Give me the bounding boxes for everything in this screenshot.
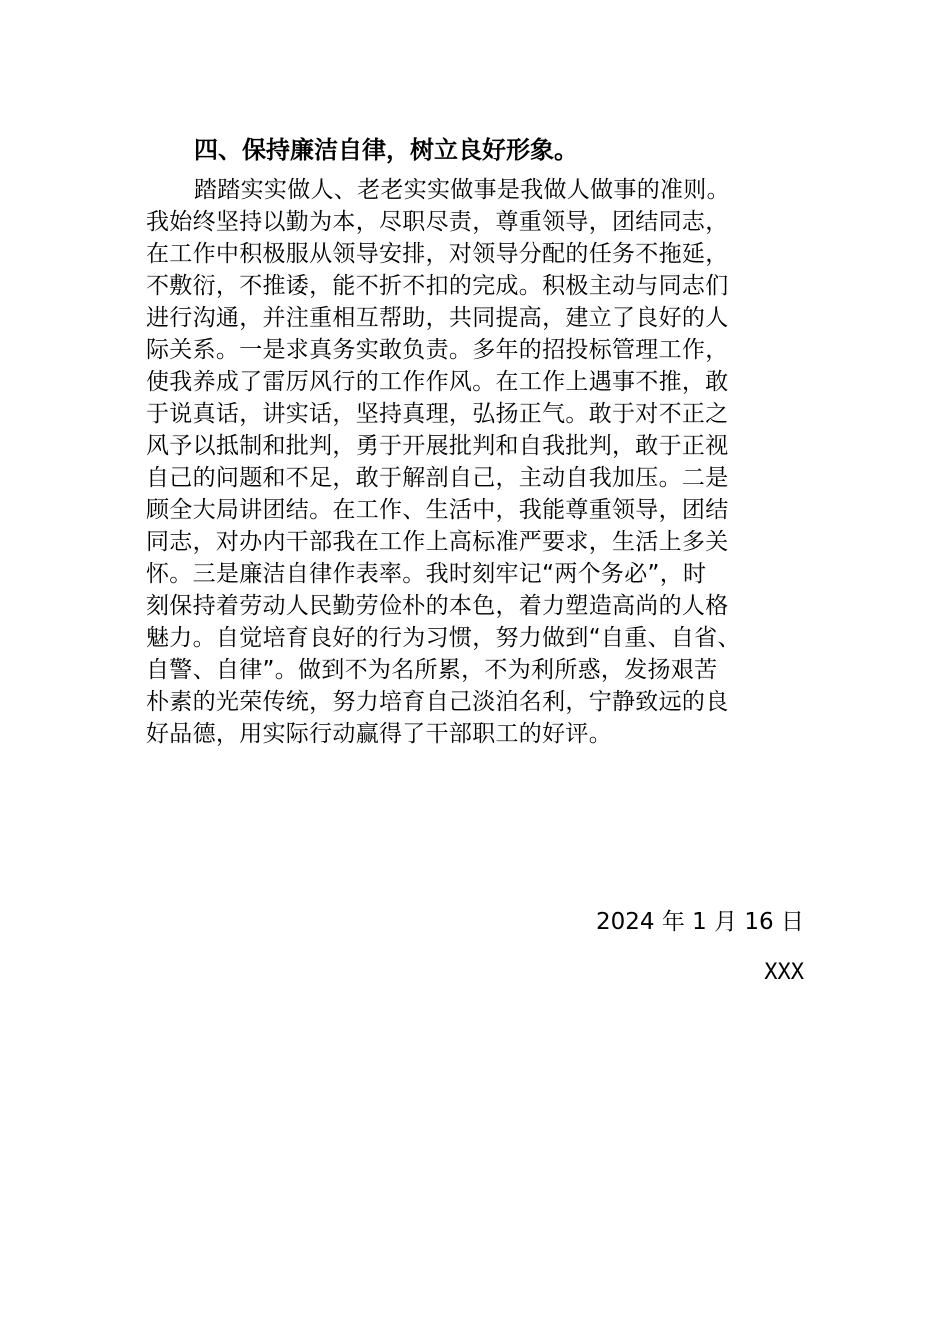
paragraph-line: 刻保持着劳动人民勤劳俭朴的本色，着力塑造高尚的人格 — [146, 593, 729, 619]
paragraph-line: 同志，对办内干部我在工作上高标准严要求，生活上多关 — [146, 529, 729, 555]
paragraph-line: 于说真话，讲实话，坚持真理，弘扬正气。敢于对不正之 — [146, 401, 729, 427]
paragraph-line: 使我养成了雷厉风行的工作作风。在工作上遇事不推，敢 — [146, 369, 729, 395]
paragraph-line: 不敷衍，不推诿，能不折不扣的完成。积极主动与同志们 — [146, 273, 729, 299]
paragraph-line: 进行沟通，并注重相互帮助，共同提高，建立了良好的人 — [146, 305, 729, 331]
section-heading: 四、保持廉洁自律，树立良好形象。 — [194, 136, 578, 164]
paragraph-line: 朴素的光荣传统，努力培育自己淡泊名利，宁静致远的良 — [146, 689, 729, 715]
paragraph-line: 自己的问题和不足，敢于解剖自己，主动自我加压。二是 — [146, 465, 729, 491]
signature: XXX — [764, 960, 804, 985]
body-paragraph — [146, 174, 816, 750]
paragraph-line: 自警、自律”。做到不为名所累，不为利所惑，发扬艰苦 — [146, 657, 718, 683]
paragraph-line: 顾全大局讲团结。在工作、生活中，我能尊重领导，团结 — [146, 497, 729, 523]
paragraph-line: 风予以抵制和批判，勇于开展批判和自我批判，敢于正视 — [146, 433, 729, 459]
paragraph-line: 怀。三是廉洁自律作表率。我时刻牢记“两个务必”，时 — [146, 561, 707, 587]
document-date: 2024 年 1 月 16 日 — [596, 909, 804, 935]
paragraph-line: 魅力。自觉培育良好的行为习惯，努力做到“自重、自省、 — [146, 625, 741, 651]
paragraph-line: 踏踏实实做人、老老实实做事是我做人做事的准则。 — [194, 177, 730, 203]
paragraph-line: 我始终坚持以勤为本，尽职尽责，尊重领导，团结同志， — [146, 209, 729, 235]
paragraph-line: 际关系。一是求真务实敢负责。多年的招投标管理工作， — [146, 337, 729, 363]
paragraph-line: 在工作中积极服从领导安排，对领导分配的任务不拖延， — [146, 241, 729, 267]
paragraph-line: 好品德，用实际行动赢得了干部职工的好评。 — [146, 721, 612, 747]
